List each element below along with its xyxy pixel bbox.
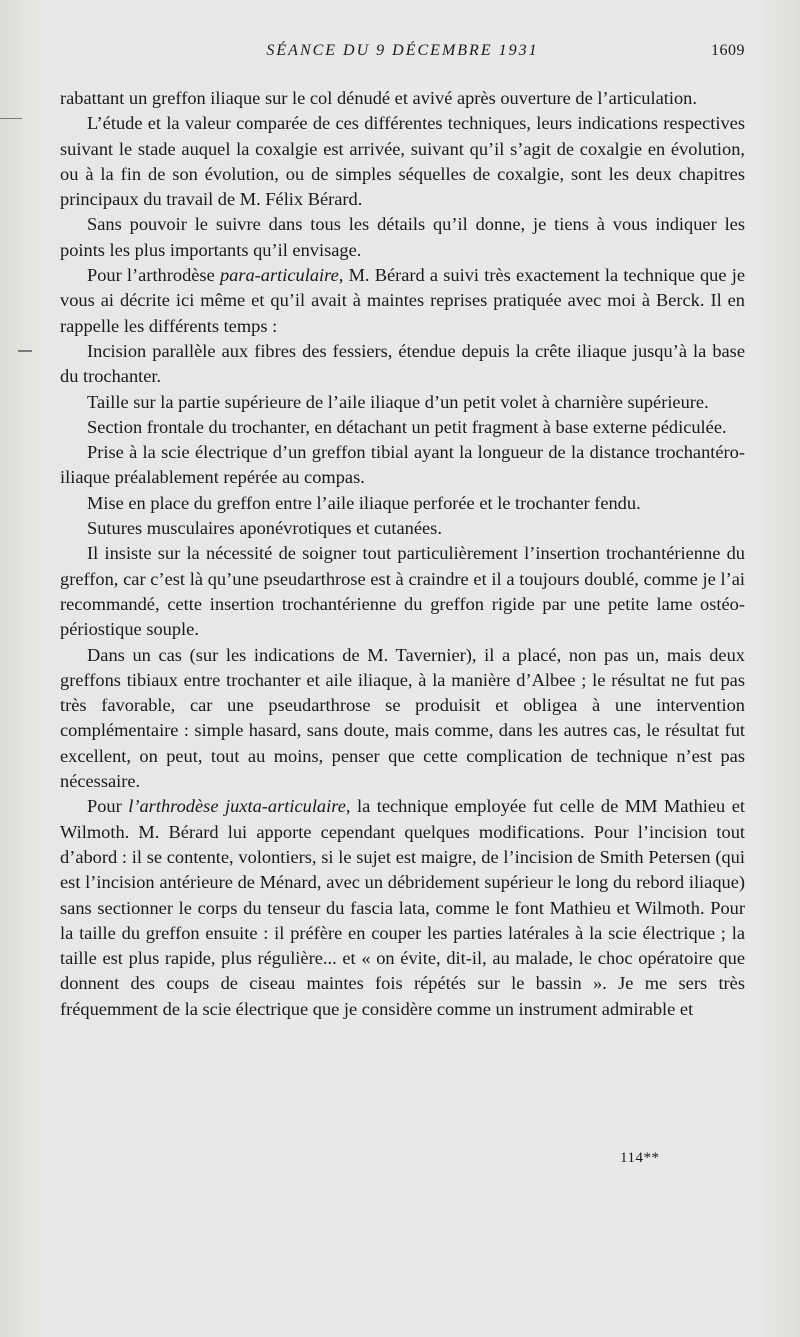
margin-mark-top: [0, 118, 22, 119]
paragraph-emphasis: para-articulaire: [219, 265, 339, 286]
paragraph-text: Pour: [87, 796, 129, 817]
running-head: [60, 42, 745, 66]
paragraph: Section frontale du trochanter, en détachant un petit fragment à base externe pédiculée.: [87, 416, 727, 437]
paragraph: Taille sur la partie supérieure de l’aile iliaque d’un petit volet à charnière supérieure.: [87, 391, 709, 412]
paragraph: Prise à la scie électrique d’un greffon tibial ayant la longueur de la distance trochantéro-iliaque préalablement repérée au compas.: [60, 442, 745, 488]
paragraph: Il insiste sur la nécessité de soigner tout particulièrement l’insertion trochantérienne du greffon, car c’est là qu’une pseudarthrose est à craindre et il a toujours doublé, comme je l’ai recommandé, cette insertion trochantérienne du greffon rigide par une petite lame ostéo-périostique souple.: [60, 543, 745, 640]
paragraph-text: , M. Bérard a suivi très exactement la technique que je vous ai décrite ici même et qu’il avait à maintes reprises pratiquée avec moi à Berck. Il en rappelle les différents temps :: [60, 265, 745, 336]
paragraph: Sutures musculaires aponévrotiques et cutanées.: [87, 518, 442, 539]
paragraph-text: , la technique employée fut celle de MM Mathieu et Wilmoth. M. Bérard lui apporte cependant quelques modifications. Pour l’incision tout d’abord : il se contente, volontiers, si le sujet est maigre, de l’incision de Smith Petersen (qui est l’incision antérieure de Ménard, avec un débridement supérieur le long du rebord iliaque) sans sectionner le corps du tenseur du fascia lata, comme le font Mathieu et Wilmoth. Pour la taille du greffon ensuite : il préfère en couper les parties latérales à la scie électrique ; la taille est plus rapide, plus régulière... et « on évite, dit-il, au malade, le choc opératoire que donnent des coups de ciseau maintes fois répétés sur le bassin ». Je me sers très fréquemment de la scie électrique que je considère comme un instrument admirable et: [60, 796, 746, 1019]
body-text: [60, 86, 745, 1022]
signature-mark: 114**: [620, 1150, 660, 1166]
paragraph: L’étude et la valeur comparée de ces différentes techniques, leurs indications respectives suivant le stade auquel la coxalgie est arrivée, suivant qu’il s’agit de coxalgie en évolution, ou à la fin de son évolution, ou de simples séquelles de coxalgie, sont les deux chapitres principaux du travail de M. Félix Bérard.: [60, 113, 745, 210]
paragraph: [60, 794, 745, 1022]
paragraph: Sans pouvoir le suivre dans tous les détails qu’il donne, je tiens à vous indiquer les points les plus importants qu’il envisage.: [60, 214, 745, 260]
paragraph-text: Pour l’arthrodèse: [87, 265, 220, 286]
running-head-title: SÉANCE DU 9 DÉCEMBRE 1931: [266, 42, 539, 59]
paragraph: Incision parallèle aux fibres des fessiers, étendue depuis la crête iliaque jusqu’à la base du trochanter.: [60, 340, 745, 387]
paragraph: Dans un cas (sur les indications de M. Tavernier), il a placé, non pas un, mais deux greffons tibiaux entre trochanter et aile iliaque, à la manière d’Albee ; le résultat ne fut pas très favorable, car une pseudarthrose se produisit et obligea à une intervention complémentaire : simple hasard, sans doute, mais comme, dans les autres cas, le résultat fut excellent, on peut, tout au moins, penser que cette complication de technique n’est pas nécessaire.: [60, 644, 745, 792]
page-number: 1609: [711, 42, 745, 59]
paragraph: [60, 263, 745, 339]
paragraph: rabattant un greffon iliaque sur le col dénudé et avivé après ouverture de l’articulation.: [60, 88, 697, 108]
paragraph-emphasis: l’arthrodèse juxta-articulaire: [128, 796, 346, 817]
margin-mark-middle: [18, 350, 32, 352]
paragraph: Mise en place du greffon entre l’aile iliaque perforée et le trochanter fendu.: [87, 492, 641, 513]
